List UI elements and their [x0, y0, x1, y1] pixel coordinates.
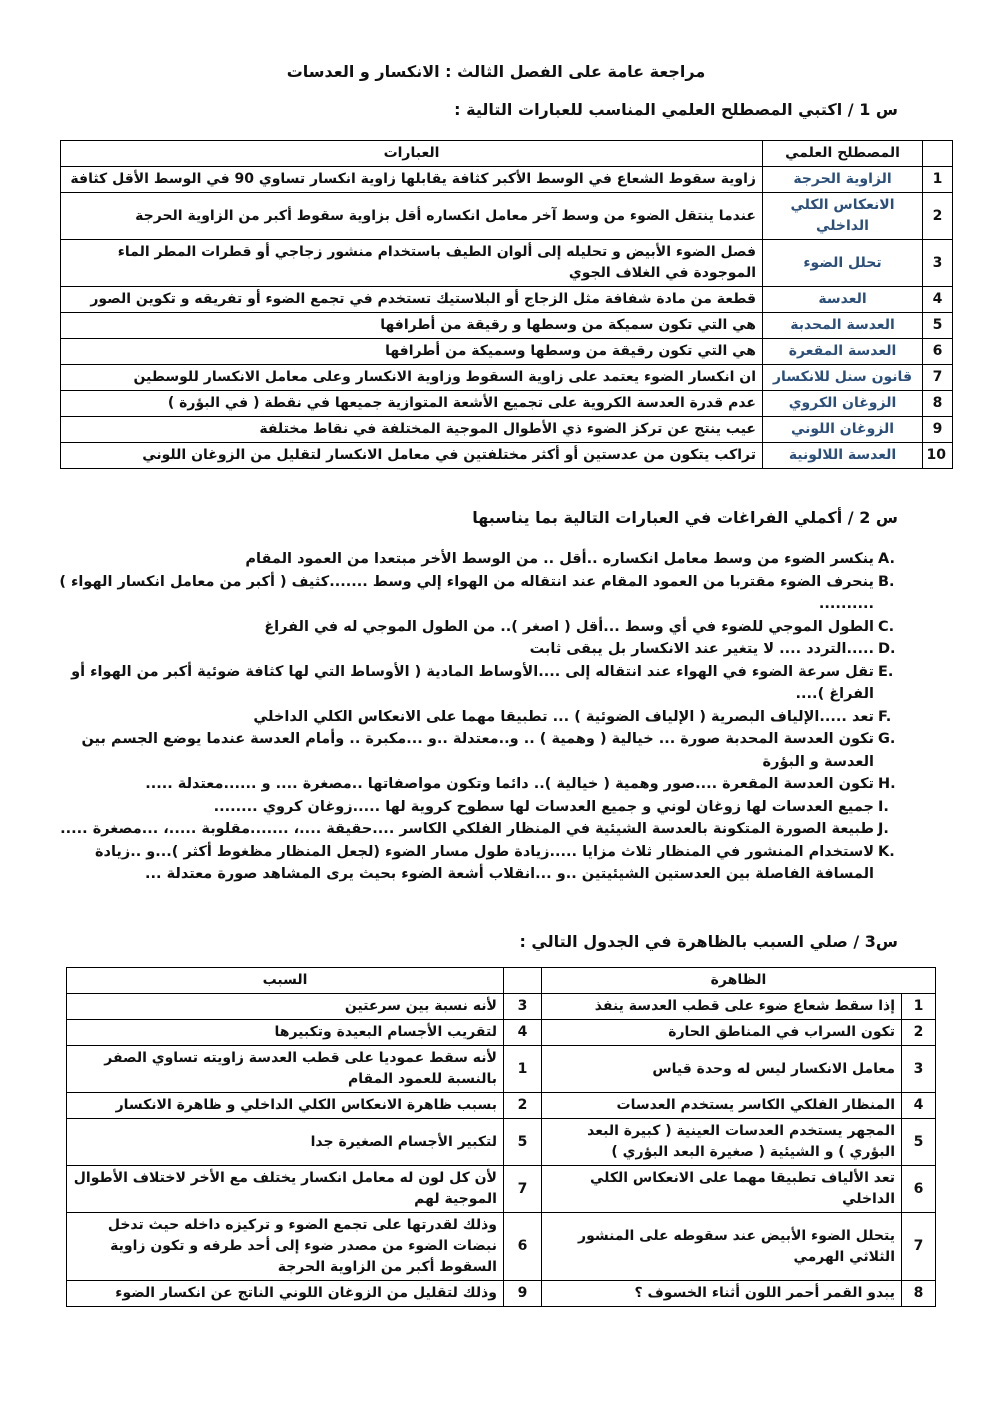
q2-item-label: K.	[878, 843, 895, 860]
q2-item-label: J.	[878, 821, 889, 837]
q3-row	[67, 1281, 936, 1307]
q1-row	[61, 365, 953, 391]
q2-item-label: E.	[878, 663, 894, 680]
q3-match-number: 3	[503, 994, 541, 1020]
q2-item	[48, 773, 898, 796]
q3-phenomenon: المنظار الفلكي الكاسر يستخدم العدسات	[541, 1093, 901, 1119]
q1-term: العدسة اللالونية	[763, 443, 923, 469]
q1-statement: عيب ينتج عن تركز الضوء ذي الأطوال الموجية المختلفة في نقاط مختلفة	[61, 417, 763, 443]
q2-item-text: تقل سرعة الضوء في الهواء عند انتقاله إلى ....الأوساط المادية ( الأوساط التي لها كثافة ضوئية أكبر من الهواء أو الفراغ )....	[71, 663, 874, 702]
q1-row	[61, 240, 953, 287]
q3-reason: لأنه نسبة بين سرعتين	[67, 994, 504, 1020]
q3-match-number: 9	[503, 1281, 541, 1307]
q2-item-text: جميع العدسات لها زوغان لوني و جميع العدسات لها سطوح كروية لها .....زوغان كروي ........	[213, 798, 874, 815]
q3-phenomenon: يبدو القمر أحمر اللون أثناء الخسوف ؟	[541, 1281, 901, 1307]
q1-row-number: 7	[923, 365, 953, 391]
q3-heading: س3 / صلي السبب بالظاهرة في الجدول التالي :	[519, 932, 898, 951]
q3-match-number: 1	[503, 1046, 541, 1093]
q3-header-row	[67, 968, 936, 994]
q2-fill-list	[48, 548, 898, 886]
q1-statement: تراكب يتكون من عدستين أو أكثر مختلفتين في معامل الانكسار لتقليل من الزوغان اللوني	[61, 443, 763, 469]
q2-item	[48, 638, 898, 661]
q3-reason: لأن كل لون له معامل انكسار يختلف مع الأخر لاختلاف الأطوال الموجية لهم	[67, 1166, 504, 1213]
q3-row	[67, 1046, 936, 1093]
q3-row	[67, 1213, 936, 1281]
q3-phenomenon-header: الظاهرة	[541, 968, 935, 994]
q2-item-label: A.	[878, 551, 895, 567]
q3-match-number: 5	[503, 1119, 541, 1166]
q1-term: الزوغان الكروي	[763, 391, 923, 417]
q3-reason: بسبب ظاهرة الانعكاس الكلي الداخلي و ظاهرة الانكسار	[67, 1093, 504, 1119]
q1-statement: ان انكسار الضوء يعتمد على زاوية السقوط وزاوية الانكسار وعلى معامل الانكسار للوسطين	[61, 365, 763, 391]
q3-reason: لتكبير الأجسام الصغيرة جدا	[67, 1119, 504, 1166]
q1-statement: هي التي تكون رقيقة من وسطها وسميكة من أطرافها	[61, 339, 763, 365]
q3-row-number: 3	[902, 1046, 936, 1093]
q2-item-text: ينحرف الضوء مقتربا من العمود المقام عند انتقاله من الهواء إلي وسط .......كثيف ( أكبر من معامل انكسار الهواء ) ..........	[59, 573, 874, 612]
q3-row	[67, 1119, 936, 1166]
q3-row-number: 8	[902, 1281, 936, 1307]
q2-item-label: C.	[878, 618, 895, 635]
q3-row	[67, 1093, 936, 1119]
q1-row-number: 4	[923, 287, 953, 313]
q3-phenomenon: تعد الألياف تطبيقا مهما على الانعكاس الكلي الداخلي	[541, 1166, 901, 1213]
q1-row-number: 9	[923, 417, 953, 443]
q3-reason: وذلك لتقليل من الزوغان اللوني الناتج عن انكسار الضوء	[67, 1281, 504, 1307]
q1-heading: س 1 / اكتبي المصطلح العلمي المناسب للعبارات التالية :	[454, 100, 898, 119]
q1-statement: عدم قدرة العدسة الكروية على تجميع الأشعة المتوازية جميعها في نقطة ( في البؤرة )	[61, 391, 763, 417]
q2-item-label: F.	[878, 708, 892, 725]
q1-statement: عندما ينتقل الضوء من وسط آخر معامل انكساره أقل بزاوية سقوط أكبر من الزاوية الحرجة	[61, 193, 763, 240]
q2-item-text: تعد .....الإلياف البصرية ( الإلياف الضوئية ) ... تطبيقا مهما على الانعكاس الكلي الداخلي	[253, 708, 874, 725]
q3-match-number: 2	[503, 1093, 541, 1119]
q1-num-header	[923, 141, 953, 167]
q1-row-number: 3	[923, 240, 953, 287]
q1-statement: قطعة من مادة شفافة مثل الزجاج أو البلاستيك تستخدم في تجمع الضوء أو تفريقه و تكوين الصور	[61, 287, 763, 313]
q1-term: العدسة المحدبة	[763, 313, 923, 339]
q2-item-text: لاستخدام المنشور في المنظار ثلاث مزايا .....زيادة طول مسار الضوء (لجعل المنظار مظغوط أكثر )...و ..زيادة المسافة الفاصلة بين العدستين الشيئيتين ..و ...انقلاب أشعة الضوء بحيث يرى المشاهد صورة معتدلة ...	[94, 843, 874, 882]
q3-phenomenon: المجهر يستخدم العدسات العينية ( كبيرة البعد البؤري ) و الشيئية ( صغيرة البعد البؤري )	[541, 1119, 901, 1166]
q3-row-number: 4	[902, 1093, 936, 1119]
q1-term: العدسة المقعرة	[763, 339, 923, 365]
q2-item	[48, 796, 898, 819]
q3-match-number: 6	[503, 1213, 541, 1281]
q3-reason: لأنه سقط عموديا على قطب العدسة زاويته تساوي الصفر بالنسبة للعمود المقام	[67, 1046, 504, 1093]
q3-row-number: 6	[902, 1166, 936, 1213]
q2-item	[48, 841, 898, 886]
q3-match-number: 7	[503, 1166, 541, 1213]
q1-row-number: 5	[923, 313, 953, 339]
q1-header-row	[61, 141, 953, 167]
q3-phenomenon: إذا سقط شعاع ضوء على قطب العدسة ينفذ	[541, 994, 901, 1020]
q1-row	[61, 417, 953, 443]
q1-term: العدسة	[763, 287, 923, 313]
q2-item-label: D.	[878, 641, 896, 657]
q1-row-number: 6	[923, 339, 953, 365]
q1-row-number: 10	[923, 443, 953, 469]
q2-item-text: ينكسر الضوء من وسط معامل انكساره ..أقل .. من الوسط الأخر مبتعدا من العمود المقام	[245, 551, 874, 567]
q1-term: الزاوية الحرجة	[763, 167, 923, 193]
q1-term: الانعكاس الكلي الداخلي	[763, 193, 923, 240]
q1-statement-header: العبارات	[61, 141, 763, 167]
q2-item	[48, 728, 898, 773]
q2-heading: س 2 / أكملي الفراغات في العبارات التالية بما يناسبها	[472, 508, 898, 527]
q3-row-number: 2	[902, 1020, 936, 1046]
q1-term-header: المصطلح العلمي	[763, 141, 923, 167]
q2-item	[48, 616, 898, 639]
q3-match-table	[66, 967, 936, 1307]
q1-term: تحلل الضوء	[763, 240, 923, 287]
q1-statement: فصل الضوء الأبيض و تحليله إلى ألوان الطيف باستخدام منشور زجاجي أو قطرات المطر الماء الموجودة في الغلاف الجوي	[61, 240, 763, 287]
q1-row	[61, 443, 953, 469]
q2-item-text: .....التردد .... لا يتغير عند الانكسار بل يبقى ثابت	[529, 641, 874, 657]
q1-row	[61, 339, 953, 365]
q2-item-label: G.	[878, 731, 896, 747]
q1-row	[61, 193, 953, 240]
q1-row	[61, 167, 953, 193]
q2-item-label: B.	[878, 573, 895, 590]
q1-statement: هي التي تكون سميكة من وسطها و رقيقة من أطرافها	[61, 313, 763, 339]
q2-item-label: H.	[878, 776, 896, 792]
q1-row-number: 1	[923, 167, 953, 193]
q3-row	[67, 994, 936, 1020]
q3-row	[67, 1020, 936, 1046]
q1-row-number: 8	[923, 391, 953, 417]
q1-term: الزوغان اللوني	[763, 417, 923, 443]
q3-row-number: 7	[902, 1213, 936, 1281]
q2-item	[48, 706, 898, 729]
q1-terms-table	[60, 140, 953, 469]
q2-item	[48, 571, 898, 616]
q2-item-label: I.	[878, 798, 889, 815]
q3-match-header	[503, 968, 541, 994]
q3-row-number: 5	[902, 1119, 936, 1166]
q2-item	[48, 661, 898, 706]
q3-reason: لتقريب الأجسام البعيدة وتكبيرها	[67, 1020, 504, 1046]
q3-phenomenon: يتحلل الضوء الأبيض عند سقوطه على المنشور الثلاثي الهرمي	[541, 1213, 901, 1281]
q1-row	[61, 313, 953, 339]
q3-phenomenon: تكون السراب في المناطق الحارة	[541, 1020, 901, 1046]
q2-item	[48, 818, 898, 841]
q2-item-text: تكون العدسة المحدبة صورة ... خيالية ( وهمية ) .. و..معتدلة ..و ...مكبرة .. وأمام العدسة عندما يوضع الجسم بين العدسة و البؤرة	[81, 731, 874, 770]
q3-row	[67, 1166, 936, 1213]
q3-phenomenon: معامل الانكسار ليس له وحدة قياس	[541, 1046, 901, 1093]
q2-item-text: تكون العدسة المقعرة ....صور وهمية ( خيالية ).. دائما وتكون مواصفاتها ..مصغرة .... و ......معتدلة .....	[145, 776, 874, 792]
q1-row	[61, 287, 953, 313]
q2-item-text: طبيعة الصورة المتكونة بالعدسة الشيئية في المنظار الفلكي الكاسر ....حقيقة ....، .......مقلوبة .....، ...مصغرة .....	[60, 821, 874, 837]
q1-row-number: 2	[923, 193, 953, 240]
q3-reason: وذلك لقدرتها على تجمع الضوء و تركيزه داخله حيث تدخل نبضات الضوء من مصدر ضوء إلى أحد طرفه و تكون زاوية السقوط أكبر من الزاوية الحرجة	[67, 1213, 504, 1281]
q2-item-text: الطول الموجي للضوء في أي وسط ...أقل ( اصغر ).. من الطول الموجي له في الفراغ	[264, 618, 874, 635]
q1-term: قانون سنل للانكسار	[763, 365, 923, 391]
q2-item	[48, 548, 898, 571]
q1-statement: زاوية سقوط الشعاع في الوسط الأكبر كثافة يقابلها زاوية انكسار تساوي 90 في الوسط الأقل كثافة	[61, 167, 763, 193]
q1-row	[61, 391, 953, 417]
q3-row-number: 1	[902, 994, 936, 1020]
q3-match-number: 4	[503, 1020, 541, 1046]
page-title: مراجعة عامة على الفصل الثالث : الانكسار و العدسات	[286, 62, 706, 81]
q3-reason-header: السبب	[67, 968, 504, 994]
